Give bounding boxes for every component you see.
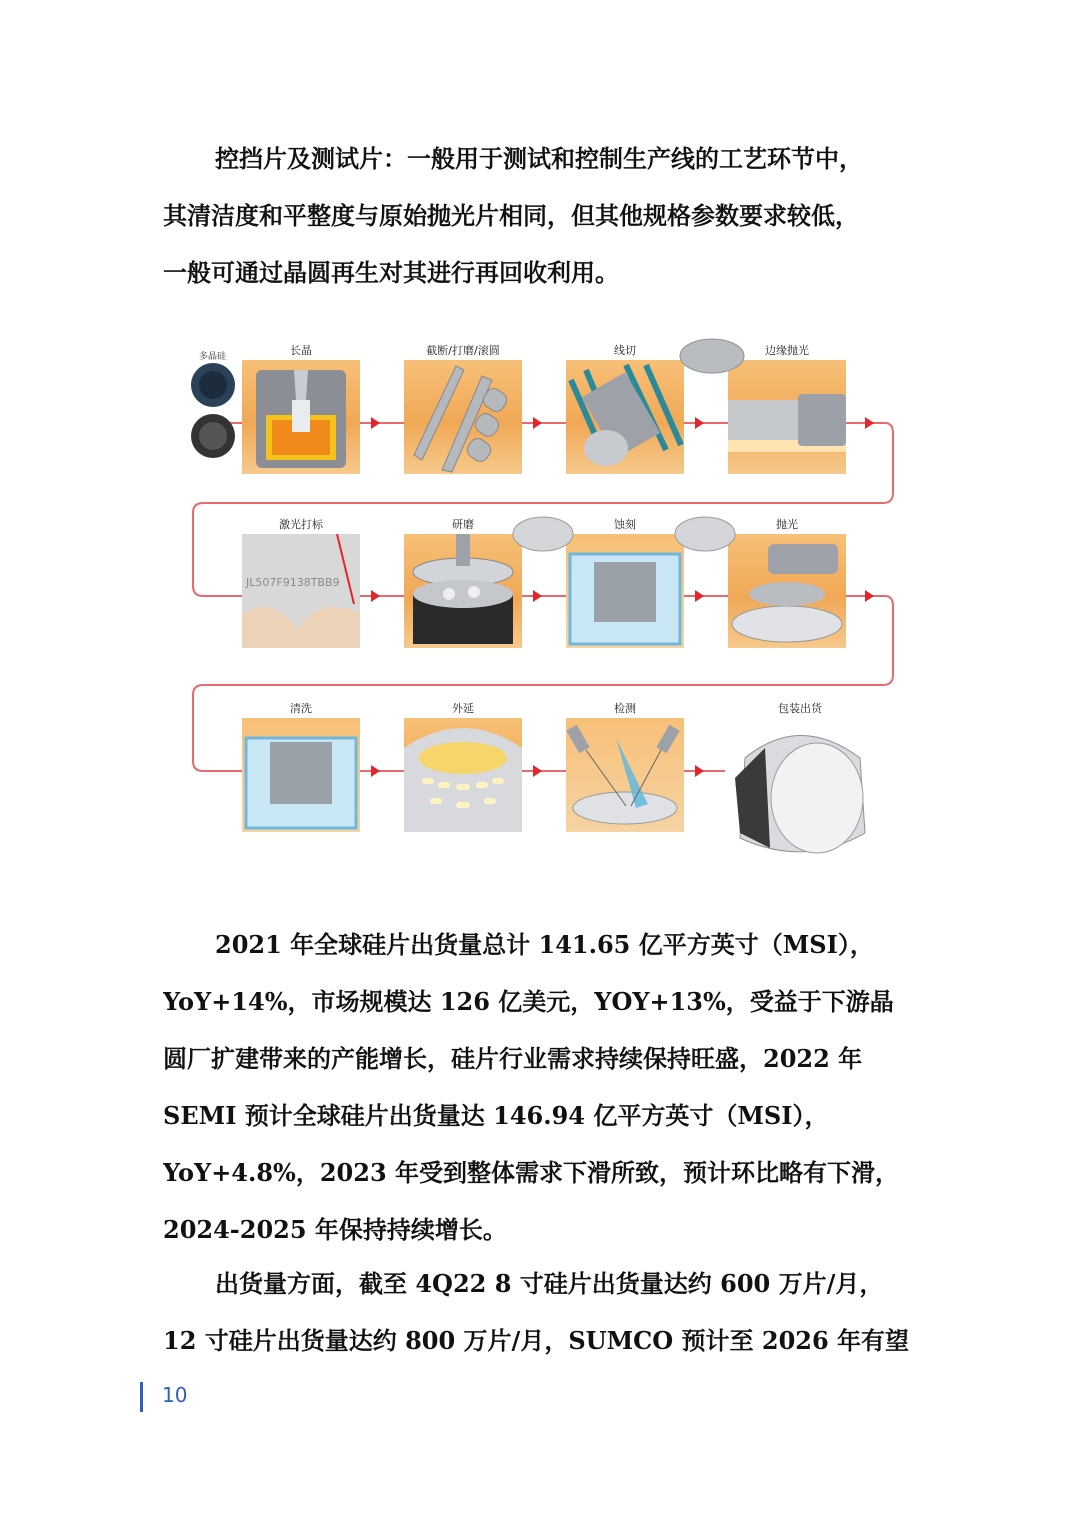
flow-arrow: [865, 590, 874, 602]
step-illustration: [242, 360, 360, 474]
step-laser-mark: [242, 516, 360, 648]
footer-accent-bar: [140, 1382, 143, 1412]
step-illustration: [242, 534, 360, 648]
laser-mark-text: JL507F9138TBB9: [246, 576, 340, 589]
paragraph-shipment-volume: [163, 1255, 913, 1369]
step-label: 研磨: [452, 518, 474, 531]
step-package-ship: [725, 700, 875, 868]
paragraph-shipments-2021: [163, 916, 913, 1258]
flow-arrow: [533, 417, 542, 429]
flow-arrow: [695, 590, 704, 602]
step-label: 边缘抛光: [765, 344, 809, 357]
step-etching: [566, 516, 684, 648]
wafer-disc-icon: [677, 336, 747, 376]
wafer-process-diagram: [185, 328, 905, 868]
step-label: 线切: [614, 344, 636, 357]
text-line: YoY+4.8%，2023 年受到整体需求下滑所致，预计环比略有下滑，: [163, 1158, 900, 1187]
text-line: 其清洁度和平整度与原始抛光片相同，但其他规格参数要求较低，: [163, 201, 859, 230]
text-line: 一般可通过晶圆再生对其进行再回收利用。: [163, 258, 619, 287]
flow-arrow: [695, 417, 704, 429]
step-lapping: [404, 516, 522, 648]
step-wire-saw: [566, 342, 684, 474]
step-illustration: [404, 360, 522, 474]
text-line: 2024-2025 年保持持续增长。: [163, 1215, 507, 1244]
step-illustration: [728, 360, 846, 474]
flow-arrow: [371, 590, 380, 602]
flow-arrow: [695, 765, 704, 777]
step-label: 包装出货: [778, 702, 822, 715]
text-line: 2021 年全球硅片出货量总计 141.65 亿平方英寸（MSI），: [215, 930, 874, 959]
wafer-disc-icon: [673, 514, 737, 554]
material-label: 多晶硅: [199, 352, 227, 362]
step-illustration: [404, 718, 522, 832]
page-number: 10: [162, 1383, 188, 1407]
step-illustration: [728, 534, 846, 648]
step-illustration: [566, 360, 684, 474]
step-crystal-growth: [242, 342, 360, 474]
wafer-disc-icon: [511, 514, 575, 554]
step-illustration: [404, 534, 522, 648]
step-polishing: [728, 516, 846, 648]
step-label: 激光打标: [279, 518, 323, 531]
step-illustration: [566, 534, 684, 648]
flow-arrow: [371, 417, 380, 429]
text-line: 控挡片及测试片：一般用于测试和控制生产线的工艺环节中，: [215, 144, 863, 173]
step-cut-grind-round: [404, 342, 522, 474]
step-cleaning: [242, 700, 360, 832]
flow-arrow: [371, 765, 380, 777]
step-label: 抛光: [776, 518, 798, 531]
flow-arrow: [865, 417, 874, 429]
step-label: 外延: [452, 702, 474, 715]
text-line: 出货量方面，截至 4Q22 8 寸硅片出货量达约 600 万片/月，: [215, 1269, 884, 1298]
flow-arrow: [533, 765, 542, 777]
step-epitaxy: [404, 700, 522, 832]
step-inspection: [566, 700, 684, 832]
step-label: 截断/打磨/滚圆: [426, 344, 500, 357]
text-line: SEMI 预计全球硅片出货量达 146.94 亿平方英寸（MSI），: [163, 1101, 829, 1130]
step-illustration: [242, 718, 360, 832]
flow-arrow: [533, 590, 542, 602]
step-label: 长晶: [290, 344, 312, 357]
step-label: 检测: [614, 702, 636, 715]
paragraph-test-wafers: [163, 130, 913, 301]
text-line: 圆厂扩建带来的产能增长，硅片行业需求持续保持旺盛，2022 年: [163, 1044, 863, 1073]
text-line: 12 寸硅片出货量达约 800 万片/月，SUMCO 预计至 2026 年有望: [163, 1326, 910, 1355]
step-illustration: [566, 718, 684, 832]
step-illustration: [725, 718, 875, 872]
step-label: 清洗: [290, 702, 312, 715]
text-line: YoY+14%，市场规模达 126 亿美元，YOY+13%，受益于下游晶: [163, 987, 894, 1016]
step-label: 蚀刻: [614, 518, 636, 531]
